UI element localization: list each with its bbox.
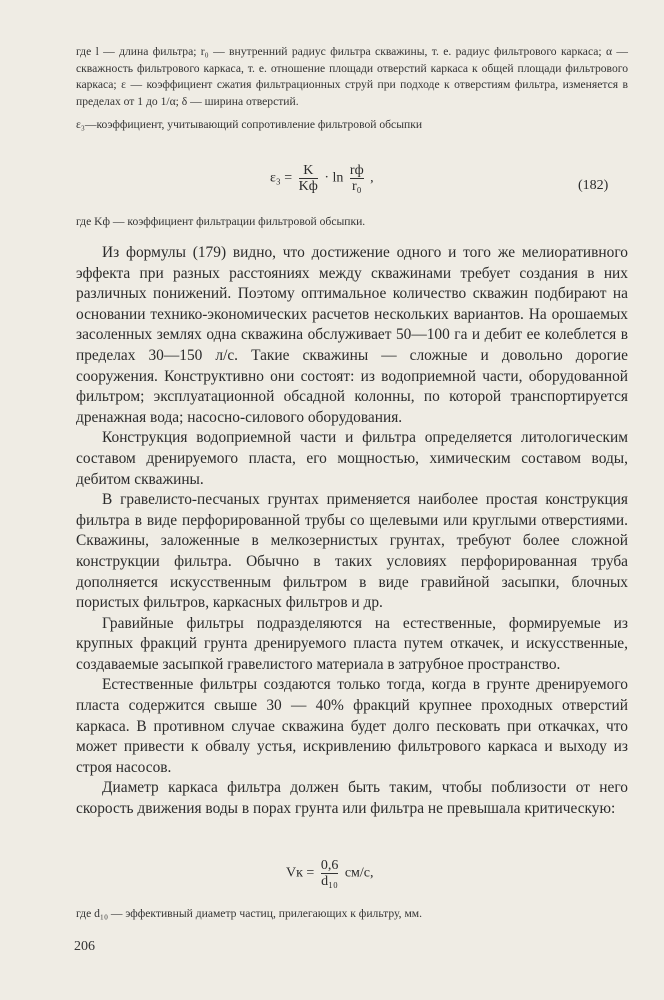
- paragraph-formula-179: Из формулы (179) видно, что достижение одного и того же мелиоративного эффекта при разных расстояниях между скважинами требует создания в них различных понижений. Поэтому оптимальное количество скважин подбирают на основании технико-экономических расчетов нескольких вариантов. На орошаемых засоленных землях одна скважина обслуживает 50—100 га и дебит ее колеблется в пределах 30—150 л/с. Такие скважины — сложные и довольно дорогие сооружения. Конструктивно они состоят: из водоприемной части, оборудованной фильтром; эксплуатационной обсадной колонны, по которой транспортируется дренажная вода; насосно-силового оборудования.: [76, 244, 628, 426]
- formula-182-ln: · ln: [324, 170, 344, 186]
- formula-182-fraction-k: [299, 163, 318, 194]
- d10-definition: где d₁₀ — эффективный диаметр частиц, прилегающих к фильтру, мм.: [76, 907, 423, 920]
- formula-182-frac2-denominator: r₀: [350, 178, 364, 194]
- definitions-paragraph: где l — длина фильтра; r₀ — внутренний радиус фильтра скважины, т. е. радиус фильтрового каркаса; α — скважность фильтрового каркаса, т. е. отношение площади отверстий каркаса к общей площади фильтрового каркаса; ε — коэффициент сжатия фильтрационных струй при подходе к отверстиям фильтра, изменяется в пределах от 1 до 1/α; δ — ширина отверстий.: [76, 45, 628, 109]
- formula-vk-numerator: 0,6: [320, 858, 339, 873]
- paragraph-gravel-sand: В гравелисто-песчаных грунтах применяется наиболее простая конструкция фильтра в виде перфорированной трубы со щелевыми или круглыми отверстиями. Скважины, заложенные в мелкозернистых грунтах, требуют более сложной конструкции фильтра. Обычно в таких условиях перфорированная труба дополняется искусственным фильтром в виде гравийной засыпки, блочных пористых фильтров, каркасных фильтров и др.: [76, 491, 628, 612]
- equation-number-182: (182): [578, 178, 609, 193]
- kf-definition: где Kф — коэффициент фильтрации фильтровой обсыпки.: [76, 215, 366, 228]
- paragraph-gravel-filters: Гравийные фильтры подразделяются на естественные, формируемые из крупных фракций грунта дренируемого пласта путем откачек, и искусственные, создаваемые засыпкой гравелистого материала в затрубное пространство.: [76, 614, 628, 673]
- formula-vk-denominator: d₁₀: [321, 874, 338, 889]
- epsilon3-definition: ε₃—коэффициент, учитывающий сопротивление фильтровой обсыпки: [76, 117, 423, 131]
- paragraph-frame-diameter: Диаметр каркаса фильтра должен быть таким, чтобы поблизости от него скорость движения воды в порах грунта или фильтра не превышала критическую:: [76, 779, 628, 818]
- formula-182-frac1-denominator: Kф: [298, 179, 318, 194]
- paragraph-natural-filters: Естественные фильтры создаются только тогда, когда в грунте дренируемого пласта содержится свыше 30 — 40% фракций крупнее проходных отверстий каркаса. В противном случае скважина будет долго песковать при откачках, что может привести к обвалу устья, искривлению фильтрового каркаса и выходу из строя насосов.: [76, 676, 628, 776]
- formula-vk-unit: см/с,: [344, 865, 374, 881]
- formula-182-frac1-numerator: K: [303, 163, 314, 178]
- formula-182: [270, 163, 374, 194]
- formula-182-frac2-numerator: rф: [349, 163, 364, 178]
- formula-vk-fraction: [321, 858, 339, 889]
- formula-182-fraction-r: [350, 163, 364, 194]
- main-text: [76, 243, 628, 820]
- paragraph-intake-construction: Конструкция водоприемной части и фильтра определяется литологическим составом дренируемого пласта, его мощностью, химическим составом воды, дебитом скважины.: [76, 429, 628, 488]
- page-number: 206: [74, 939, 95, 954]
- formula-182-tail: ,: [370, 170, 374, 186]
- formula-vk-lhs: Vк =: [286, 865, 315, 881]
- formula-critical-velocity: [286, 858, 374, 889]
- formula-182-lhs: ε₃ =: [270, 170, 293, 186]
- top-definitions-block: [76, 44, 628, 134]
